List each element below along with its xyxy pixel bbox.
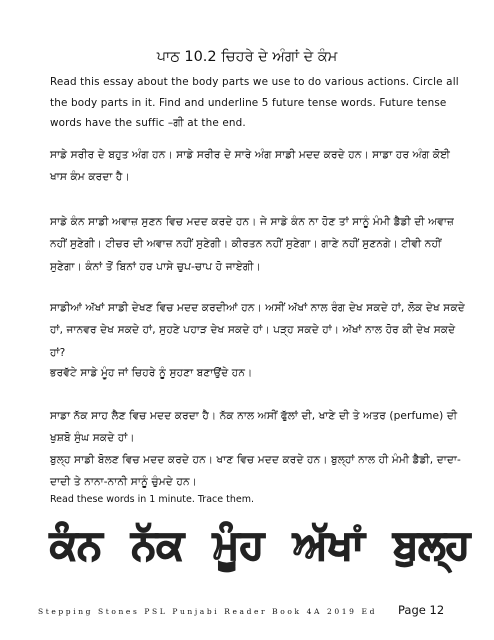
trace-word-ears: ਕੰਨ [50, 522, 103, 568]
trace-word-nose: ਨੱਕ [131, 522, 184, 568]
page-number: Page 12 [398, 603, 445, 617]
trace-words-row [50, 512, 470, 578]
trace-word-lips: ਬੁਲ੍ਹ [393, 522, 470, 568]
essay-paragraph-eyes: ਸਾਡੀਆਂ ਅੱਖਾਂ ਸਾਡੀ ਦੇਖਣ ਵਿਚ ਮਦਦ ਕਰਦੀਆਂ ਹਨ। ਅਸੀਂ ਅੱਖਾਂ ਨਾਲ ਰੰਗ ਦੇਖ ਸਕਦੇ ਹਾਂ, ਲੋਕ ਦੇਖ ਸਕਦੇ ਹਾਂ, ਜਾਨਵਰ ਦੇਖ ਸਕਦੇ ਹਾਂ, ਸੁਹਣੇ ਪਹਾੜ ਦੇਖ ਸਕਦੇ ਹਾਂ। ਪੜ੍ਹ ਸਕਦੇ ਹਾਂ। ਅੱਖਾਂ ਨਾਲ ਹੋਰ ਕੀ ਦੇਖ ਸਕਦੇ ਹਾਂ? [50, 302, 465, 359]
essay-paragraph-eyebrows: ਭਰਵੱਟੇ ਸਾਡੇ ਮੂੰਹ ਜਾਂ ਚਿਹਰੇ ਨੂੰ ਸੁਹਣਾ ਬਣਾਉਂਦੇ ਹਨ। [50, 367, 253, 379]
essay-paragraph-nose: ਸਾਡਾ ਨੱਕ ਸਾਹ ਲੈਣ ਵਿਚ ਮਦਦ ਕਰਦਾ ਹੈ। ਨੱਕ ਨਾਲ ਅਸੀਂ ਫੁੱਲਾਂ ਦੀ, ਖਾਣੇ ਦੀ ਤੇ ਅਤਰ (perfume) ਦੀ ਖੁਸ਼ਬੋ ਸੁੰਘ ਸਕਦੇ ਹਾਂ। [50, 410, 458, 445]
trace-word-mouth: ਮੂੰਹ [213, 522, 264, 568]
lesson-title: ਪਾਠ 10.2 ਚਿਹਰੇ ਦੇ ਅੰਗਾਂ ਦੇ ਕੰਮ [156, 49, 338, 65]
essay-paragraph-body: ਸਾਡੇ ਸਰੀਰ ਦੇ ਬਹੁਤ ਅੰਗ ਹਨ। ਸਾਡੇ ਸਰੀਰ ਦੇ ਸਾਰੇ ਅੰਗ ਸਾਡੀ ਮਦਦ ਕਰਦੇ ਹਨ। ਸਾਡਾ ਹਰ ਅੰਗ ਕੋਈ ਖਾਸ ਕੰਮ ਕਰਦਾ ਹੈ। [50, 149, 451, 184]
trace-instruction: Read these words in 1 minute. Trace them. [50, 494, 254, 505]
english-instructions: Read this essay about the body parts we use to do various actions. Circle all the body parts in it. Find and underline 5 future tense words. Future tense words have the suffic –ਗੀ at the end. [50, 76, 459, 129]
book-footer: Stepping Stones PSL Punjabi Reader Book 4A 2019 Ed [38, 607, 377, 616]
essay-paragraph-lips: ਬੁਲ੍ਹ ਸਾਡੀ ਬੋਲਣ ਵਿਚ ਮਦਦ ਕਰਦੇ ਹਨ। ਖਾਣ ਵਿਚ ਮਦਦ ਕਰਦੇ ਹਨ। ਬੁਲ੍ਹਾਂ ਨਾਲ ਹੀ ਮੰਮੀ ਡੈਡੀ, ਦਾਦਾ-ਦਾਦੀ ਤੇ ਨਾਨਾ-ਨਾਨੀ ਸਾਨੂੰ ਚੁੰਮਦੇ ਹਨ। [50, 454, 461, 489]
trace-word-eyes: ਅੱਖਾਂ [293, 522, 365, 568]
essay-paragraph-ears: ਸਾਡੇ ਕੰਨ ਸਾਡੀ ਅਵਾਜ਼ ਸੁਣਨ ਵਿਚ ਮਦਦ ਕਰਦੇ ਹਨ। ਜੇ ਸਾਡੇ ਕੰਨ ਨਾ ਹੋਣ ਤਾਂ ਸਾਨੂੰ ਮੰਮੀ ਡੈਡੀ ਦੀ ਅਵਾਜ਼ ਨਹੀਂ ਸੁਣੇਗੀ। ਟੀਚਰ ਦੀ ਅਵਾਜ਼ ਨਹੀਂ ਸੁਣੇਗੀ। ਕੀਰਤਨ ਨਹੀਂ ਸੁਣੇਗਾ। ਗਾਣੇ ਨਹੀਂ ਸੁਣਨਗੇ। ਟੀਵੀ ਨਹੀਂ ਸੁਣੇਗਾ। ਕੰਨਾਂ ਤੋਂ ਬਿਨਾਂ ਹਰ ਪਾਸੇ ਚੁਪ-ਚਾਪ ਹੋ ਜਾਏਗੀ। [50, 216, 455, 273]
